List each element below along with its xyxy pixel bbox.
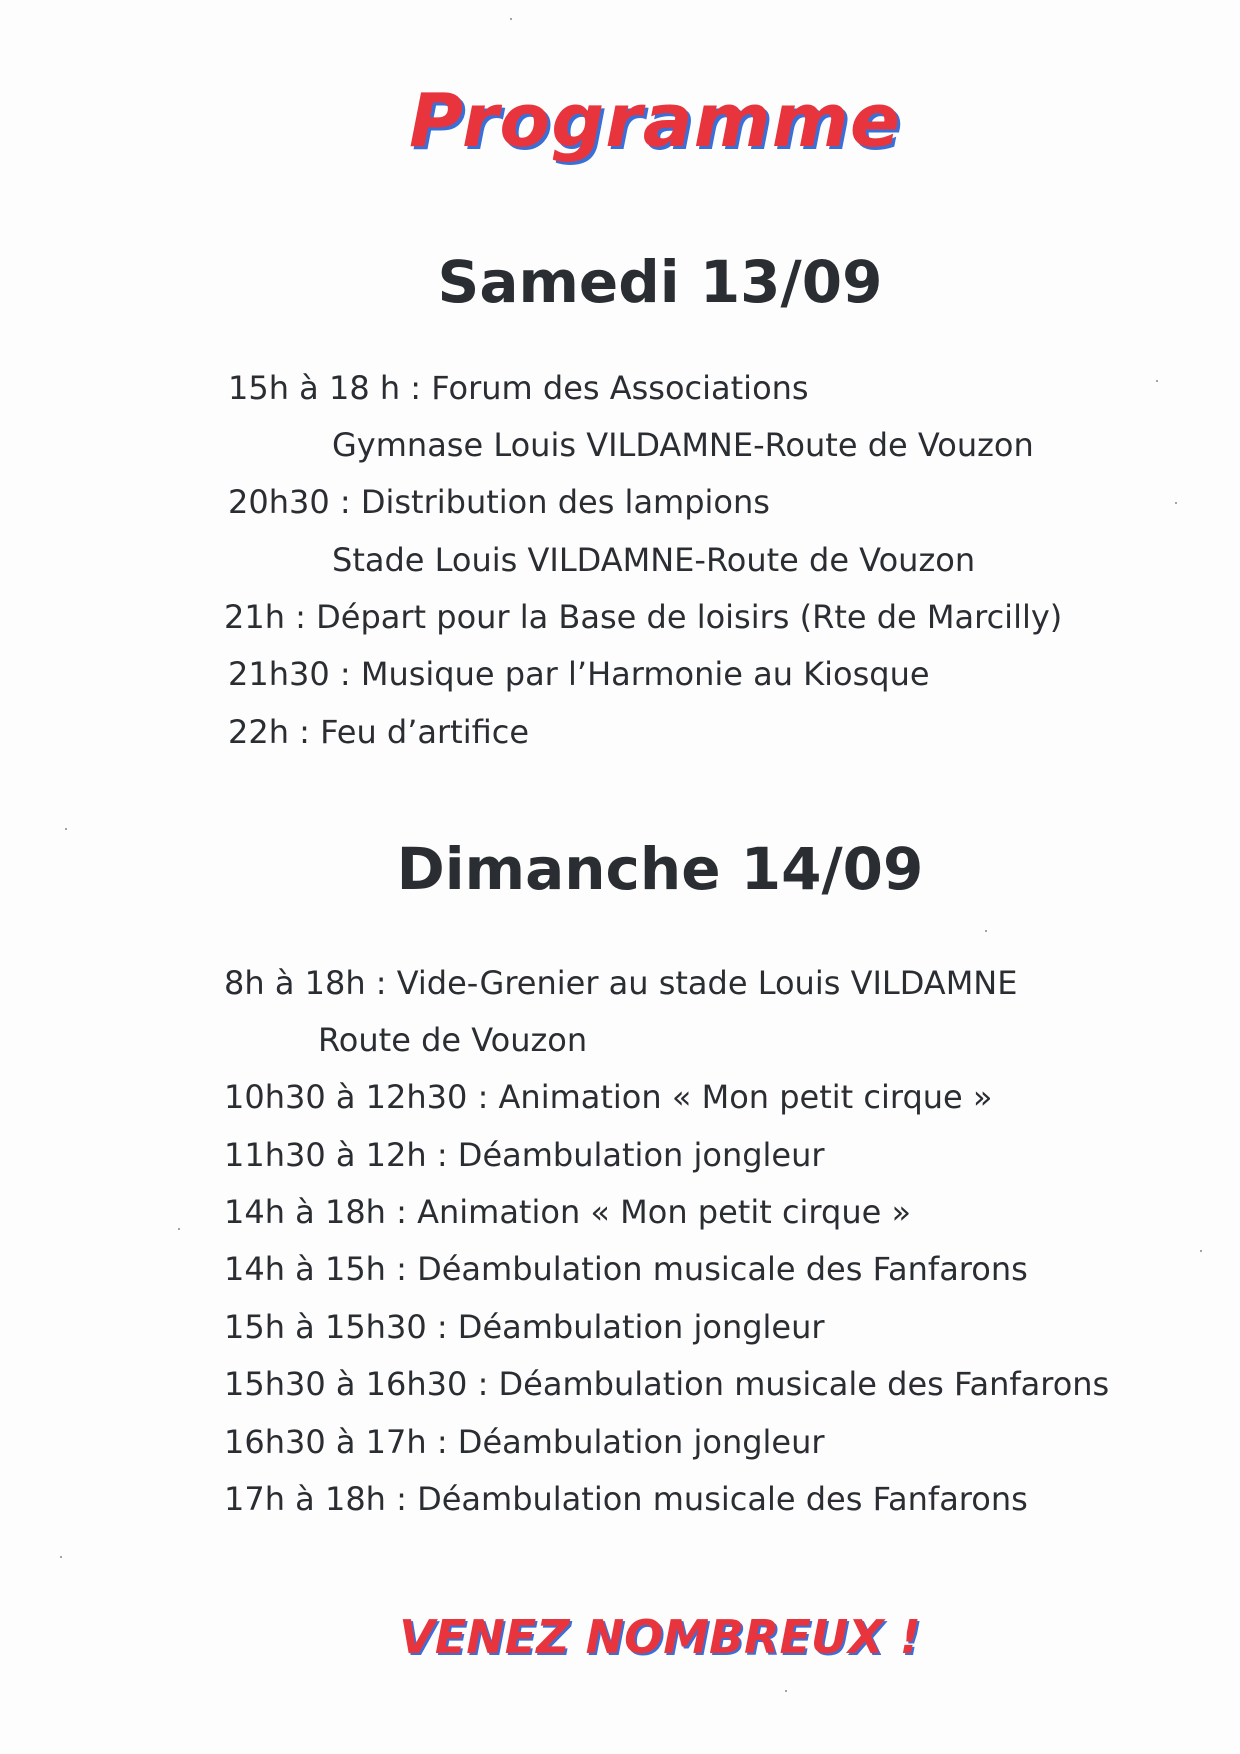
schedule-line: 11h30 à 12h : Déambulation jongleur xyxy=(224,1136,825,1174)
schedule-line: 20h30 : Distribution des lampions xyxy=(228,483,770,521)
schedule-line: 14h à 18h : Animation « Mon petit cirque » xyxy=(224,1193,912,1231)
scan-speck xyxy=(60,1556,62,1558)
schedule-line: 8h à 18h : Vide-Grenier au stade Louis VILDAMNE xyxy=(224,964,1018,1002)
scan-speck xyxy=(1156,380,1158,382)
schedule-line: 17h à 18h : Déambulation musicale des Fanfarons xyxy=(224,1480,1028,1518)
schedule-line-location: Stade Louis VILDAMNE-Route de Vouzon xyxy=(332,541,976,579)
schedule-line: 16h30 à 17h : Déambulation jongleur xyxy=(224,1423,825,1461)
saturday-heading: Samedi 13/09 xyxy=(437,248,883,316)
schedule-line-location: Gymnase Louis VILDAMNE-Route de Vouzon xyxy=(332,426,1034,464)
schedule-line: 14h à 15h : Déambulation musicale des Fanfarons xyxy=(224,1250,1028,1288)
schedule-line-location: Route de Vouzon xyxy=(318,1021,588,1059)
schedule-line: 15h30 à 16h30 : Déambulation musicale des Fanfarons xyxy=(224,1365,1110,1403)
schedule-line: 21h30 : Musique par l’Harmonie au Kiosque xyxy=(228,655,930,693)
scan-speck xyxy=(1200,1250,1202,1252)
scan-speck xyxy=(985,930,987,932)
footer-slogan: VENEZ NOMBREUX ! xyxy=(399,1610,921,1664)
page-title: Programme xyxy=(408,78,902,164)
schedule-line: 21h : Départ pour la Base de loisirs (Rte de Marcilly) xyxy=(224,598,1063,636)
schedule-line: 15h à 18 h : Forum des Associations xyxy=(228,369,809,407)
scan-speck xyxy=(65,828,67,830)
scan-speck xyxy=(785,1690,787,1692)
schedule-line: 10h30 à 12h30 : Animation « Mon petit cirque » xyxy=(224,1078,993,1116)
scan-speck xyxy=(1175,502,1177,504)
scan-speck xyxy=(510,18,512,20)
schedule-line: 15h à 15h30 : Déambulation jongleur xyxy=(224,1308,825,1346)
sunday-heading: Dimanche 14/09 xyxy=(396,835,924,903)
scan-speck xyxy=(178,1228,180,1230)
schedule-line: 22h : Feu d’artifice xyxy=(228,713,530,751)
